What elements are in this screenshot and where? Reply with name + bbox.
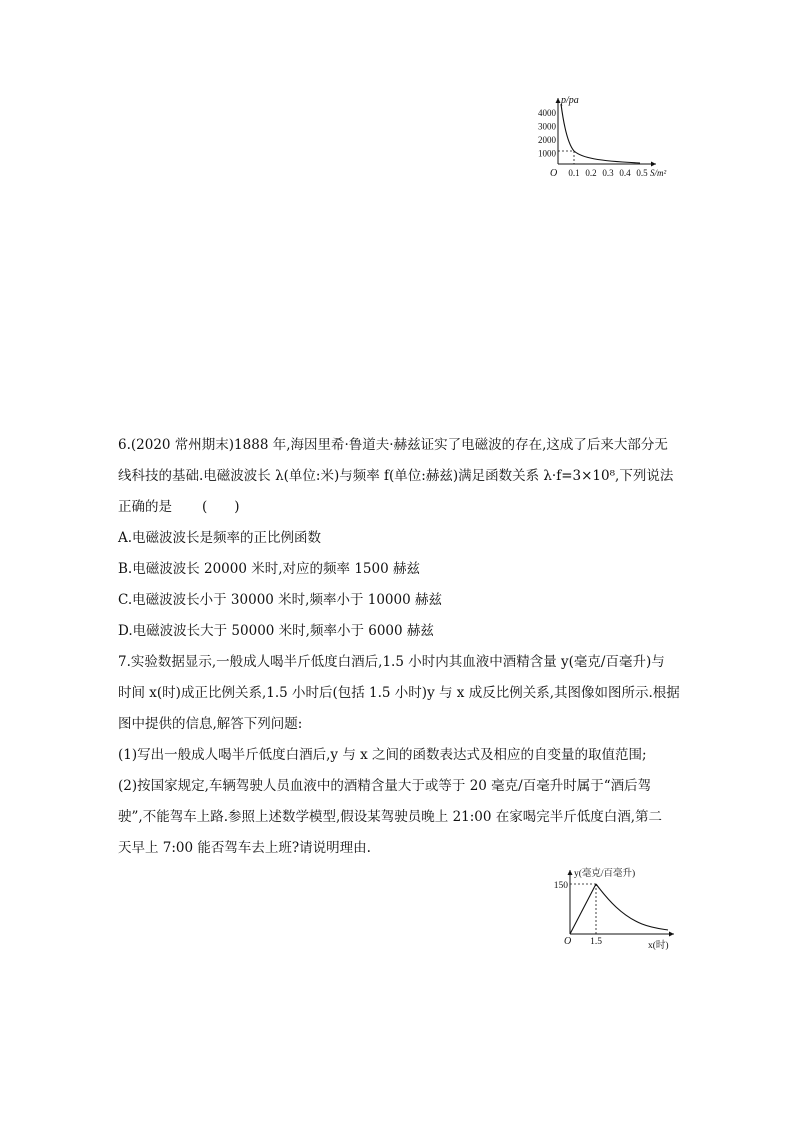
question-7-line-2: 时间 x(时)成正比例关系,1.5 小时后(包括 1.5 小时)y 与 x 成反比例关系,其图像如图所示.根据 bbox=[118, 685, 680, 701]
x-axis-arrow bbox=[669, 932, 674, 937]
x-axis-arrow bbox=[651, 162, 656, 167]
alcohol-time-graph-svg bbox=[552, 864, 682, 952]
question-6-stem-line-3 bbox=[118, 492, 678, 523]
y-axis-arrow bbox=[568, 870, 573, 875]
y-tick-label: 2000 bbox=[538, 135, 556, 145]
proportional-segment bbox=[570, 884, 596, 934]
x-tick-label: 0.1 bbox=[568, 168, 580, 178]
x-axis-label: S/m² bbox=[650, 168, 667, 178]
question-7-part-2-line-3: 天早上 7:00 能否驾车去上班?请说明理由. bbox=[118, 840, 371, 856]
x-tick-label: 0.2 bbox=[585, 168, 597, 178]
option-d: D.电磁波波长大于 50000 米时,频率小于 6000 赫兹 bbox=[118, 623, 434, 639]
question-7-part-2-line-2: 驶”,不能驾车上路.参照上述数学模型,假设某驾驶员晚上 21:00 在家喝完半斤低度白酒,第二 bbox=[118, 809, 663, 825]
answer-parentheses: ( ) bbox=[202, 499, 240, 515]
question-6-stem-end: 正确的是 bbox=[118, 499, 172, 515]
question-6-stem-line-2: 线科技的基础.电磁波波长 λ(单位:米)与频率 f(单位:赫兹)满足函数关系 λ·f=3×10⁸,下列说法 bbox=[118, 468, 674, 484]
question-7-part-1: (1)写出一般成人喝半斤低度白酒后,y 与 x 之间的函数表达式及相应的自变量的取值范围; bbox=[118, 747, 647, 763]
origin-label: O bbox=[550, 168, 558, 179]
y-axis-label: p/pa bbox=[561, 95, 579, 106]
question-7-line-1: 7.实验数据显示,一般成人喝半斤低度白酒后,1.5 小时内其血液中酒精含量 y(毫克/百毫升)与 bbox=[118, 654, 665, 670]
inverse-curve bbox=[596, 884, 668, 930]
y-axis-label: y(毫克/百毫升) bbox=[574, 869, 636, 879]
inverse-curve bbox=[561, 104, 640, 163]
origin-label: O bbox=[564, 936, 572, 947]
option-a: A.电磁波波长是频率的正比例函数 bbox=[118, 530, 322, 546]
alcohol-time-graph bbox=[552, 864, 682, 952]
x-tick-label: 0.3 bbox=[602, 168, 614, 178]
question-7 bbox=[118, 647, 678, 864]
y-tick-label: 150 bbox=[553, 881, 568, 891]
y-axis-arrow bbox=[556, 98, 561, 103]
option-b: B.电磁波波长 20000 米时,对应的频率 1500 赫兹 bbox=[118, 561, 420, 577]
pressure-area-graph bbox=[528, 92, 678, 184]
pressure-area-graph-svg bbox=[528, 92, 678, 184]
x-axis-label: x(时) bbox=[648, 941, 669, 951]
y-tick-label: 3000 bbox=[538, 121, 556, 132]
x-tick-label: 0.4 bbox=[619, 168, 631, 178]
y-tick-label: 4000 bbox=[538, 108, 556, 118]
y-tick-label: 1000 bbox=[538, 148, 556, 159]
question-6 bbox=[118, 430, 678, 647]
x-tick-label: 1.5 bbox=[590, 937, 602, 947]
question-6-stem-line-1: 6.(2020 常州期末)1888 年,海因里希·鲁道夫·赫兹证实了电磁波的存在,这成了后来大部分无 bbox=[118, 437, 668, 453]
option-c: C.电磁波波长小于 30000 米时,频率小于 10000 赫兹 bbox=[118, 592, 442, 608]
x-tick-label: 0.5 bbox=[636, 168, 648, 178]
question-7-line-3: 图中提供的信息,解答下列问题: bbox=[118, 716, 303, 732]
question-7-part-2-line-1: (2)按国家规定,车辆驾驶人员血液中的酒精含量大于或等于 20 毫克/百毫升时属于“酒后驾 bbox=[118, 778, 652, 794]
